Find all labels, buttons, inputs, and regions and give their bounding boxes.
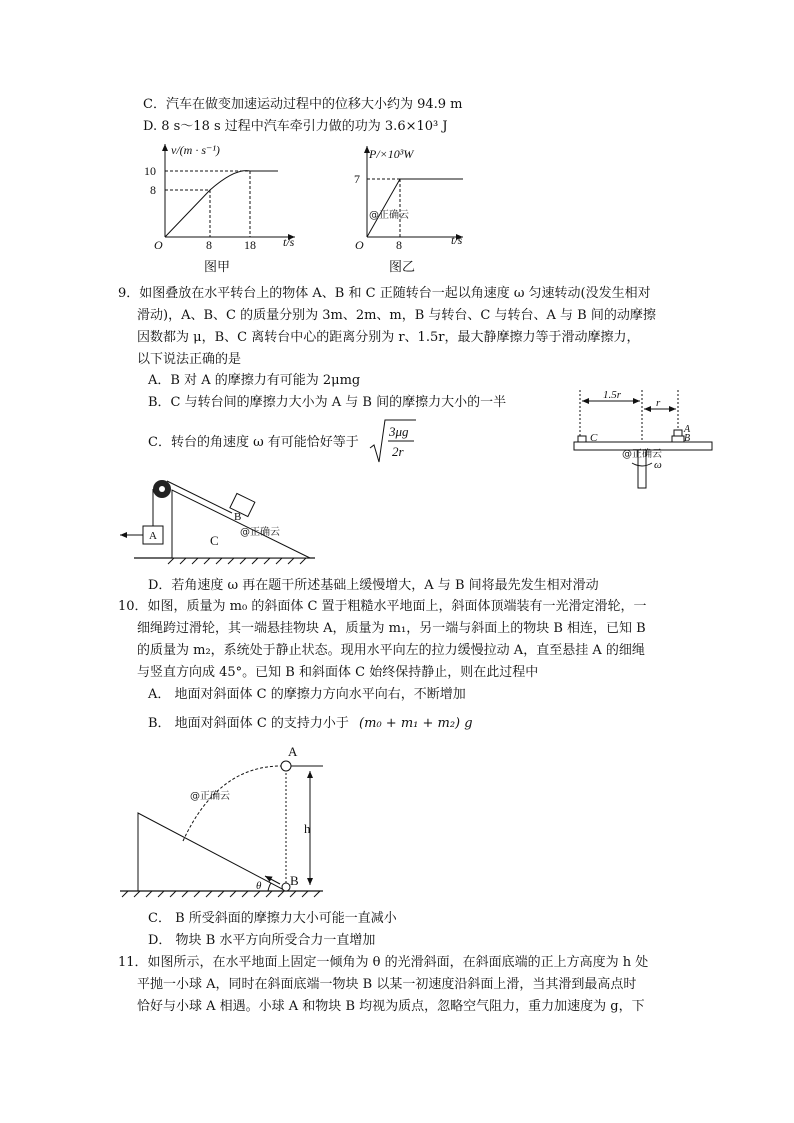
- theta-arc: [268, 883, 271, 891]
- q9-sqrt-denominator: 2r: [392, 444, 404, 459]
- pulley-incline-figure: [110, 468, 320, 568]
- incline-slope: [138, 813, 286, 891]
- q9-sqrt-numerator: 3μg: [389, 424, 409, 439]
- pulley-watermark: @正确云: [240, 527, 280, 538]
- label-a: A: [684, 424, 691, 435]
- q8-option-c: C．汽车在做变加速运动过程中的位移大小约为 94.9 m: [143, 97, 463, 112]
- ground-hatch: [122, 891, 320, 897]
- ball-a: [281, 761, 291, 771]
- label-a: A: [149, 530, 157, 542]
- dim-1-5r-label: 1.5r: [603, 389, 622, 401]
- q9-stem-line1: 9．如图叠放在水平转台上的物体 A、B 和 C 正随转台一起以角速度 ω 匀速转动(没发生相对: [118, 286, 651, 301]
- q10-option-d: D． 物块 B 水平方向所受合力一直增加: [148, 933, 376, 948]
- q9-option-d: D．若角速度 ω 再在题干所述基础上缓慢增大，A 与 B 间将最先发生相对滑动: [148, 578, 599, 593]
- label-b: B: [290, 873, 299, 888]
- graph-yi-x8: 8: [396, 238, 402, 252]
- projectile-figure: [118, 745, 333, 900]
- graph-jia-xlabel: t/s: [283, 235, 295, 249]
- graph-jia-curve: [165, 171, 278, 237]
- block-b: [672, 436, 684, 442]
- graph-jia-origin: O: [154, 238, 163, 252]
- turntable-watermark: @正确云: [622, 449, 662, 460]
- graph-yi-y7: 7: [354, 172, 360, 186]
- pulley-hub: [159, 486, 165, 492]
- q10-stem-line3: 的质量为 m₂，系统处于静止状态。现用水平向左的拉力缓慢拉动 A，直至悬挂 A 的细绳: [137, 643, 645, 658]
- q10-option-c: C． B 所受斜面的摩擦力大小可能一直减小: [148, 911, 397, 926]
- q10-stem-line2: 细绳跨过滑轮，其一端悬挂物块 A，质量为 m₁，另一端与斜面上的物块 B 相连，已知 B: [137, 621, 646, 636]
- graph-jia-ylabel: v/(m · s⁻¹): [171, 143, 220, 157]
- q11-stem-line2: 平抛一小球 A，同时在斜面底端一物块 B 以某一初速度沿斜面上滑，当其滑到最高点时: [137, 977, 637, 992]
- q9-stem-line2: 滑动)，A、B、C 的质量分别为 3m、2m、m，B 与转台、C 与转台、A 与 B 间的动摩擦: [137, 308, 656, 323]
- velocity-b-arrow: [265, 876, 280, 884]
- label-c: C: [590, 432, 598, 444]
- q10-option-a: A． 地面对斜面体 C 的摩擦力方向水平向右，不断增加: [148, 687, 466, 702]
- q9-stem-line3: 因数都为 μ，B、C 离转台中心的距离分别为 r、1.5r，最大静摩擦力等于滑动摩擦力，: [137, 330, 640, 345]
- q10-option-b-expr: (m₀ + m₁ + m₂) g: [359, 716, 473, 731]
- turntable-figure: [570, 385, 720, 495]
- q10-stem-line4: 与竖直方向成 45°。已知 B 和斜面体 C 始终保持静止，则在此过程中: [137, 665, 539, 680]
- graph-jia-x18: 18: [244, 238, 256, 252]
- graph-yi-origin: O: [355, 238, 364, 252]
- dim-r-label: r: [656, 397, 661, 409]
- q9-option-c: C．转台的角速度 ω 有可能恰好等于: [148, 435, 359, 450]
- q8-option-d: D. 8 s～18 s 过程中汽车牵引力做的功为 3.6×10³ J: [143, 119, 448, 134]
- label-a: A: [288, 744, 298, 759]
- graph-jia: [140, 140, 300, 280]
- block-b: [282, 883, 290, 891]
- q10-stem-line1: 10．如图，质量为 m₀ 的斜面体 C 置于粗糙水平地面上，斜面体顶端装有一光滑定滑轮，一: [118, 599, 647, 614]
- q11-stem-line3: 恰好与小球 A 相遇。小球 A 和物块 B 均视为质点，忽略空气阻力，重力加速度为 g，下: [137, 999, 645, 1014]
- q9-option-b: B．C 与转台间的摩擦力大小为 A 与 B 间的摩擦力大小的一半: [148, 395, 507, 410]
- projectile-watermark: @正确云: [190, 791, 230, 802]
- label-b: B: [684, 433, 691, 444]
- graph-yi: [345, 140, 475, 280]
- label-theta: θ: [256, 880, 262, 892]
- q9-option-a: A．B 对 A 的摩擦力有可能为 2μmg: [148, 373, 361, 388]
- label-b: B: [234, 511, 242, 523]
- graph-jia-caption: 图甲: [204, 259, 231, 274]
- graph-yi-caption: 图乙: [389, 259, 416, 274]
- graph-jia-x8: 8: [206, 238, 212, 252]
- omega-label: ω: [654, 459, 662, 471]
- graph-yi-ylabel: P/×10³W: [369, 147, 414, 161]
- graph-jia-y8: 8: [150, 183, 156, 197]
- trajectory-a: [183, 766, 283, 841]
- q9-stem-line4: 以下说法正确的是: [137, 352, 242, 367]
- q10-option-b: [148, 715, 473, 733]
- label-c: C: [210, 533, 219, 548]
- q11-stem-line1: 11．如图所示，在水平地面上固定一倾角为 θ 的光滑斜面，在斜面底端的正上方高度为 h 处: [118, 955, 649, 970]
- graph-jia-y10: 10: [144, 164, 156, 178]
- block-c: [578, 436, 586, 442]
- q9-option-c-sqrt: [368, 418, 418, 464]
- q10-option-b-text: B． 地面对斜面体 C 的支持力小于: [148, 716, 349, 731]
- graph-yi-xlabel: t/s: [451, 233, 463, 247]
- label-h: h: [304, 821, 311, 836]
- graph-yi-curve: [367, 179, 463, 237]
- graph-yi-watermark: @正确云: [369, 210, 409, 221]
- block-a: [674, 430, 682, 436]
- ground-hatch: [168, 558, 306, 564]
